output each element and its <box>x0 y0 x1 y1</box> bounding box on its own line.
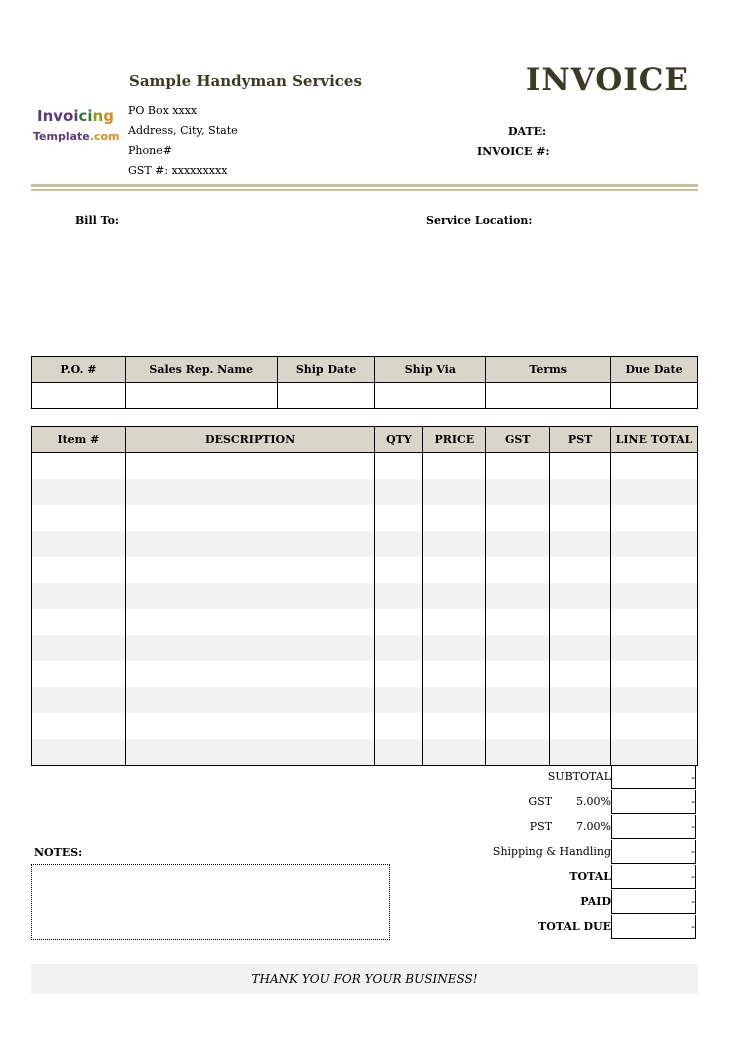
order-info-table <box>31 356 698 409</box>
item-cell[interactable] <box>32 531 126 557</box>
item-row <box>32 739 698 766</box>
item-cell[interactable] <box>550 661 611 687</box>
item-cell[interactable] <box>423 635 486 661</box>
item-cell[interactable] <box>375 557 423 583</box>
item-row <box>32 505 698 531</box>
pst-row: PST 7.00% - <box>420 814 698 839</box>
item-cell[interactable] <box>375 739 423 766</box>
item-row <box>32 453 698 480</box>
header-ship-date: Ship Date <box>277 357 375 383</box>
item-cell[interactable] <box>550 713 611 739</box>
item-cell[interactable] <box>375 609 423 635</box>
company-gst: GST #: xxxxxxxxx <box>128 164 228 177</box>
item-cell[interactable] <box>423 583 486 609</box>
item-cell[interactable] <box>486 505 550 531</box>
item-cell[interactable] <box>550 609 611 635</box>
item-cell[interactable] <box>125 661 375 687</box>
total-due-row: TOTAL DUE - <box>420 914 698 939</box>
item-cell[interactable] <box>375 635 423 661</box>
item-cell[interactable] <box>32 739 126 766</box>
item-cell[interactable] <box>611 739 698 766</box>
item-cell[interactable] <box>375 531 423 557</box>
item-cell[interactable] <box>550 635 611 661</box>
item-cell[interactable] <box>375 583 423 609</box>
item-row <box>32 661 698 687</box>
item-cell[interactable] <box>486 531 550 557</box>
due-date-cell[interactable] <box>611 383 698 409</box>
item-cell[interactable] <box>423 713 486 739</box>
item-row <box>32 635 698 661</box>
item-cell[interactable] <box>611 453 698 480</box>
item-cell[interactable] <box>611 635 698 661</box>
item-cell[interactable] <box>611 583 698 609</box>
header-line-total: LINE TOTAL <box>611 427 698 453</box>
item-cell[interactable] <box>611 557 698 583</box>
item-cell[interactable] <box>375 661 423 687</box>
pst-rate: 7.00% <box>576 820 611 833</box>
item-cell[interactable] <box>125 687 375 713</box>
item-cell[interactable] <box>550 531 611 557</box>
header-pst: PST <box>550 427 611 453</box>
header-gst: GST <box>486 427 550 453</box>
item-row <box>32 531 698 557</box>
company-address: Address, City, State <box>128 124 238 137</box>
item-cell[interactable] <box>486 661 550 687</box>
item-cell[interactable] <box>486 609 550 635</box>
item-row <box>32 713 698 739</box>
terms-cell[interactable] <box>486 383 611 409</box>
item-cell[interactable] <box>611 505 698 531</box>
item-cell[interactable] <box>375 687 423 713</box>
shipping-row: Shipping & Handling - <box>420 839 698 864</box>
item-cell[interactable] <box>611 661 698 687</box>
header-description: DESCRIPTION <box>125 427 375 453</box>
item-cell[interactable] <box>125 531 375 557</box>
company-name: Sample Handyman Services <box>129 72 362 90</box>
item-cell[interactable] <box>375 479 423 505</box>
item-cell[interactable] <box>423 557 486 583</box>
item-cell[interactable] <box>611 609 698 635</box>
invoice-page: Invoicing Template.com Sample Handyman Services PO Box xxxx Address, City, State Phone# GST #: xxxxxxxxx INVOICE DATE: INVOICE #: Bill To: Service Location: P.O. # Sales Rep. Name Ship Date Ship Via Terms Due Date Item # DESCRIPTION QTY PRICE GST PST LINE TOTAL SUBTOTAL - GST 5.00% - PST 7.00% - Shipping & Handling - TOTAL - PAID - TOTAL DUE - NOTES: THANK YOU FOR YOUR BUSINESS! <box>0 0 729 1056</box>
invoice-title: INVOICE <box>525 62 689 98</box>
notes-box[interactable] <box>31 864 390 940</box>
item-cell[interactable] <box>611 713 698 739</box>
service-location-label: Service Location: <box>426 214 533 227</box>
thank-you-footer: THANK YOU FOR YOUR BUSINESS! <box>31 964 698 994</box>
item-cell[interactable] <box>32 505 126 531</box>
item-cell[interactable] <box>32 713 126 739</box>
item-cell[interactable] <box>423 687 486 713</box>
subtotal-row: SUBTOTAL - <box>420 764 698 789</box>
header-po: P.O. # <box>32 357 126 383</box>
item-cell[interactable] <box>423 505 486 531</box>
header-qty: QTY <box>375 427 423 453</box>
item-cell[interactable] <box>32 635 126 661</box>
item-cell[interactable] <box>125 739 375 766</box>
item-cell[interactable] <box>486 583 550 609</box>
header-price: PRICE <box>423 427 486 453</box>
bill-to-label: Bill To: <box>75 214 119 227</box>
item-cell[interactable] <box>125 453 375 480</box>
item-cell[interactable] <box>486 635 550 661</box>
item-cell[interactable] <box>375 453 423 480</box>
gst-value: - <box>611 790 696 814</box>
sales-rep-cell[interactable] <box>125 383 277 409</box>
item-cell[interactable] <box>423 479 486 505</box>
item-cell[interactable] <box>486 713 550 739</box>
item-row <box>32 583 698 609</box>
item-cell[interactable] <box>423 453 486 480</box>
item-cell[interactable] <box>375 713 423 739</box>
subtotal-value: - <box>611 765 696 789</box>
item-cell[interactable] <box>125 713 375 739</box>
item-cell[interactable] <box>550 557 611 583</box>
item-cell[interactable] <box>32 453 126 480</box>
item-row <box>32 479 698 505</box>
item-cell[interactable] <box>125 635 375 661</box>
item-cell[interactable] <box>550 583 611 609</box>
item-row <box>32 557 698 583</box>
item-cell[interactable] <box>486 687 550 713</box>
item-cell[interactable] <box>611 479 698 505</box>
invoice-number-label: INVOICE #: <box>477 145 550 158</box>
items-table <box>31 426 698 766</box>
item-cell[interactable] <box>32 479 126 505</box>
paid-value[interactable]: - <box>611 890 696 914</box>
item-cell[interactable] <box>423 739 486 766</box>
total-due-value: - <box>611 915 696 939</box>
item-cell[interactable] <box>32 687 126 713</box>
item-cell[interactable] <box>550 453 611 480</box>
item-cell[interactable] <box>32 583 126 609</box>
paid-row: PAID - <box>420 889 698 914</box>
item-cell[interactable] <box>550 687 611 713</box>
item-cell[interactable] <box>486 453 550 480</box>
item-cell[interactable] <box>32 557 126 583</box>
item-cell[interactable] <box>550 505 611 531</box>
totals-section <box>420 764 698 939</box>
item-cell[interactable] <box>125 609 375 635</box>
item-cell[interactable] <box>125 505 375 531</box>
item-cell[interactable] <box>32 661 126 687</box>
header-due-date: Due Date <box>611 357 698 383</box>
item-cell[interactable] <box>423 609 486 635</box>
item-cell[interactable] <box>486 557 550 583</box>
company-po-box: PO Box xxxx <box>128 104 198 117</box>
item-cell[interactable] <box>550 479 611 505</box>
divider <box>31 184 698 187</box>
po-cell[interactable] <box>32 383 126 409</box>
item-row <box>32 609 698 635</box>
item-cell[interactable] <box>125 583 375 609</box>
pst-value: - <box>611 815 696 839</box>
item-cell[interactable] <box>375 505 423 531</box>
item-cell[interactable] <box>423 661 486 687</box>
date-label: DATE: <box>508 125 547 138</box>
item-cell[interactable] <box>550 739 611 766</box>
notes-label: NOTES: <box>34 846 83 859</box>
total-row: TOTAL - <box>420 864 698 889</box>
item-cell[interactable] <box>611 531 698 557</box>
header-ship-via: Ship Via <box>375 357 486 383</box>
item-cell[interactable] <box>125 479 375 505</box>
gst-rate: 5.00% <box>576 795 611 808</box>
total-value: - <box>611 865 696 889</box>
item-cell[interactable] <box>486 739 550 766</box>
item-cell[interactable] <box>611 687 698 713</box>
company-phone: Phone# <box>128 144 172 157</box>
item-cell[interactable] <box>125 557 375 583</box>
logo: Invoicing <box>37 107 114 125</box>
item-cell[interactable] <box>486 479 550 505</box>
gst-row: GST 5.00% - <box>420 789 698 814</box>
shipping-value: - <box>611 840 696 864</box>
item-row <box>32 687 698 713</box>
item-cell[interactable] <box>32 609 126 635</box>
header-sales-rep: Sales Rep. Name <box>125 357 277 383</box>
header-item: Item # <box>32 427 126 453</box>
ship-via-cell[interactable] <box>375 383 486 409</box>
item-cell[interactable] <box>423 531 486 557</box>
ship-date-cell[interactable] <box>277 383 375 409</box>
header-terms: Terms <box>486 357 611 383</box>
